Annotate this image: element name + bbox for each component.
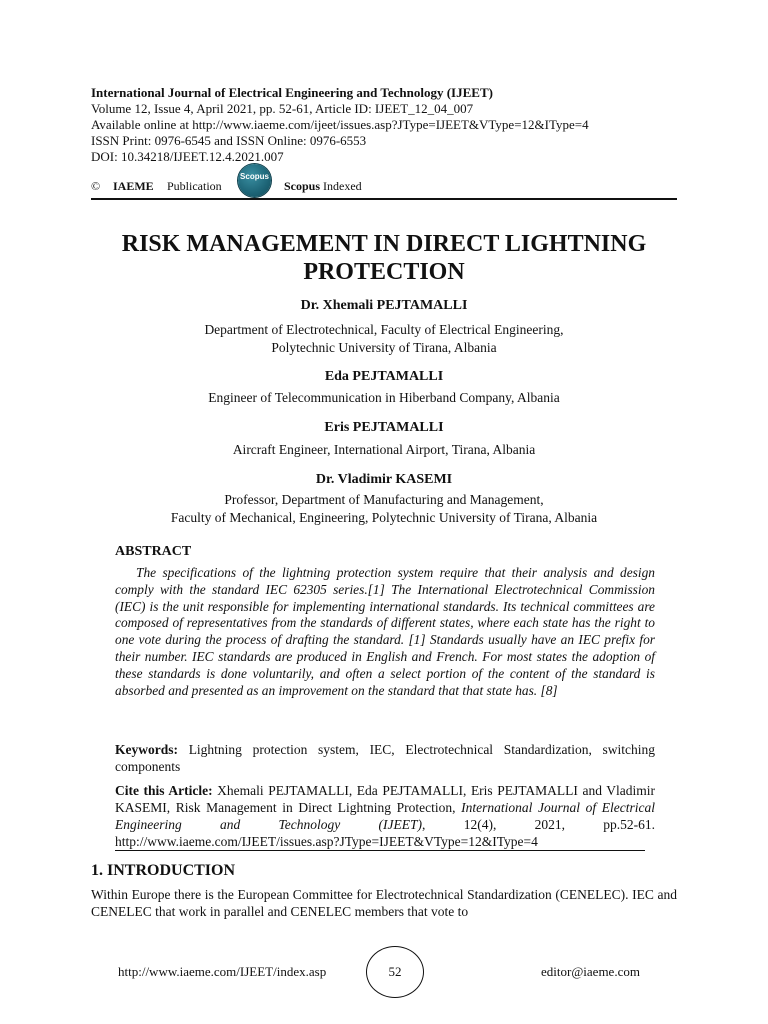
introduction-text: Within Europe there is the European Committee for Electrotechnical Standardization (CENELEC). IEC and CENELEC that work in parallel and CENELEC members that vote to [91,887,677,919]
journal-volume-line: Volume 12, Issue 4, April 2021, pp. 52-61, Article ID: IJEET_12_04_007 [91,101,474,116]
journal-issn-line: ISSN Print: 0976-6545 and ISSN Online: 0976-6553 [91,133,367,148]
scopus-name: Scopus [284,179,321,193]
cite-label: Cite this Article: [115,783,213,798]
author-affiliation: Professor, Department of Manufacturing and Management, [224,492,544,507]
paper-title: RISK MANAGEMENT IN DIRECT LIGHTNING PROTECTION [121,231,647,285]
journal-available-line: Available online at http://www.iaeme.com/ijeet/issues.asp?JType=IJEET&VType=12&IType=4 [91,117,589,132]
scopus-logo-icon: Scopus [238,164,271,197]
author-name: Eris PEJTAMALLI [324,420,444,435]
scopus-indexed [284,179,362,194]
publication-label: Publication [167,179,222,193]
author-block [60,368,708,407]
keywords-label: Keywords: [115,742,178,757]
publisher-bar [91,172,677,200]
author-block [60,471,708,527]
abstract-section [115,543,655,699]
author-name: Eda PEJTAMALLI [324,369,444,384]
publisher-name: IAEME [113,179,154,193]
abstract-heading: ABSTRACT [115,544,192,559]
author-name: Dr. Xhemali PEJTAMALLI [300,298,468,313]
journal-title: International Journal of Electrical Engineering and Technology (IJEET) [91,85,493,100]
page-footer [0,946,768,998]
cite-section [115,782,655,850]
author-block [60,297,708,357]
footer-url-link[interactable]: http://www.iaeme.com/IJEET/index.asp [118,964,327,979]
copyright-symbol: © [91,179,101,193]
cite-authors: Xhemali PEJTAMALLI, Eda PEJTAMALLI, Eris PEJTAMALLI and Vladimir KASEMI, Risk Management in Direct Lightning Protection, [115,783,656,815]
introduction-heading: 1. INTRODUCTION [91,862,236,879]
cite-details: , 12(4), 2021, pp.52-61. [422,817,655,832]
keywords-text: Lightning protection system, IEC, Electrotechnical Standardization, switching components [115,742,656,774]
author-affiliation: Aircraft Engineer, International Airport, Tirana, Albania [232,442,536,457]
footer-email-link[interactable]: editor@iaeme.com [541,964,640,979]
abstract-text: The specifications of the lightning protection system require that their analysis and design comply with the standard IEC 62305 series.[1] The International Electrotechnical Commission (IEC) is the unit responsible for implementing international standards. Its technical committees are composed of representatives from the standards of different states, where each state has the right to one vote during the process of drafting the standard. [1] Standards usually have an IEC prefix for their number. IEC standards are produced in English and French. For most states the adoption of these standards is done voluntarily, and often a select portion of the content of the standard is absorbed and presented as an improvement on the standard that that state has. [8] [115,565,655,698]
author-name: Dr. Vladimir KASEMI [315,472,453,487]
author-affiliation: Engineer of Telecommunication in Hiberband Company, Albania [208,390,560,405]
page-number: 52 [366,946,424,998]
keywords-section [115,741,655,775]
cite-url[interactable]: http://www.iaeme.com/IJEET/issues.asp?JType=IJEET&VType=12&IType=4 [115,834,538,849]
journal-header [91,85,681,165]
author-affiliation: Faculty of Mechanical, Engineering, Polytechnic University of Tirana, Albania [170,510,598,525]
cite-journal: International Journal of Electrical Engineering and Technology (IJEET) [115,800,656,832]
journal-doi-line: DOI: 10.34218/IJEET.12.4.2021.007 [91,149,284,164]
author-affiliation: Polytechnic University of Tirana, Albania [271,340,497,355]
author-affiliation: Department of Electrotechnical, Faculty of Electrical Engineering, [204,322,564,337]
indexed-label: Indexed [323,179,362,193]
author-block [60,419,708,459]
cite-divider [115,850,645,851]
